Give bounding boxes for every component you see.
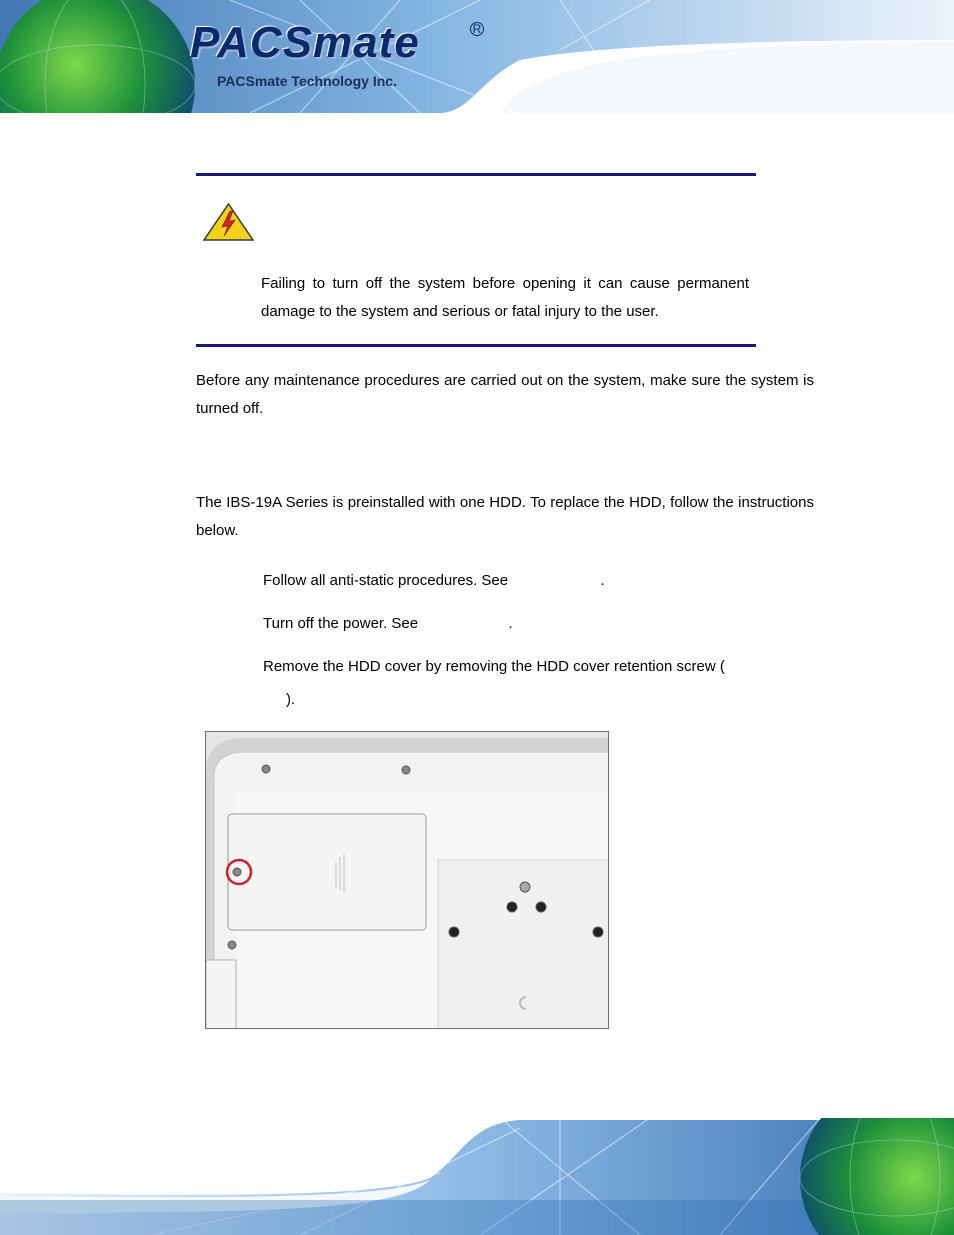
hdd-intro-paragraph: The IBS-19A Series is preinstalled with one HDD. To replace the HDD, follow the instructions below. (196, 494, 814, 539)
warning-bottom-rule (196, 344, 756, 347)
step-2 (263, 610, 513, 638)
header-banner-graphic (0, 0, 954, 113)
step-2-text: Turn off the power. See (263, 615, 419, 632)
logo-wordmark: PACSmate (190, 18, 420, 67)
warning-top-rule (196, 173, 756, 176)
maintenance-paragraph: Before any maintenance procedures are carried out on the system, make sure the system is turned off. (196, 372, 814, 417)
step-1-text: Follow all anti-static procedures. See (263, 572, 509, 589)
hdd-cover-photo (205, 731, 609, 1029)
step-2-period: . (508, 615, 513, 632)
step-1 (263, 567, 605, 595)
page-footer (0, 1118, 954, 1235)
step-1-period: . (600, 572, 605, 589)
footer-banner-graphic (0, 1118, 954, 1235)
page-header (0, 0, 954, 113)
warning-triangle-lightning-icon (203, 203, 254, 241)
step-3-line-2: ). (286, 691, 296, 708)
company-name: PACSmate Technology Inc. (217, 73, 397, 89)
hdd-cover-photo-graphic (206, 732, 609, 1029)
step-3-line-1: Remove the HDD cover by removing the HDD cover retention screw ( (263, 658, 725, 675)
warning-text: Failing to turn off the system before opening it can cause permanent damage to the system and serious or fatal injury to the user. (261, 275, 749, 320)
registered-mark: R (470, 22, 484, 36)
